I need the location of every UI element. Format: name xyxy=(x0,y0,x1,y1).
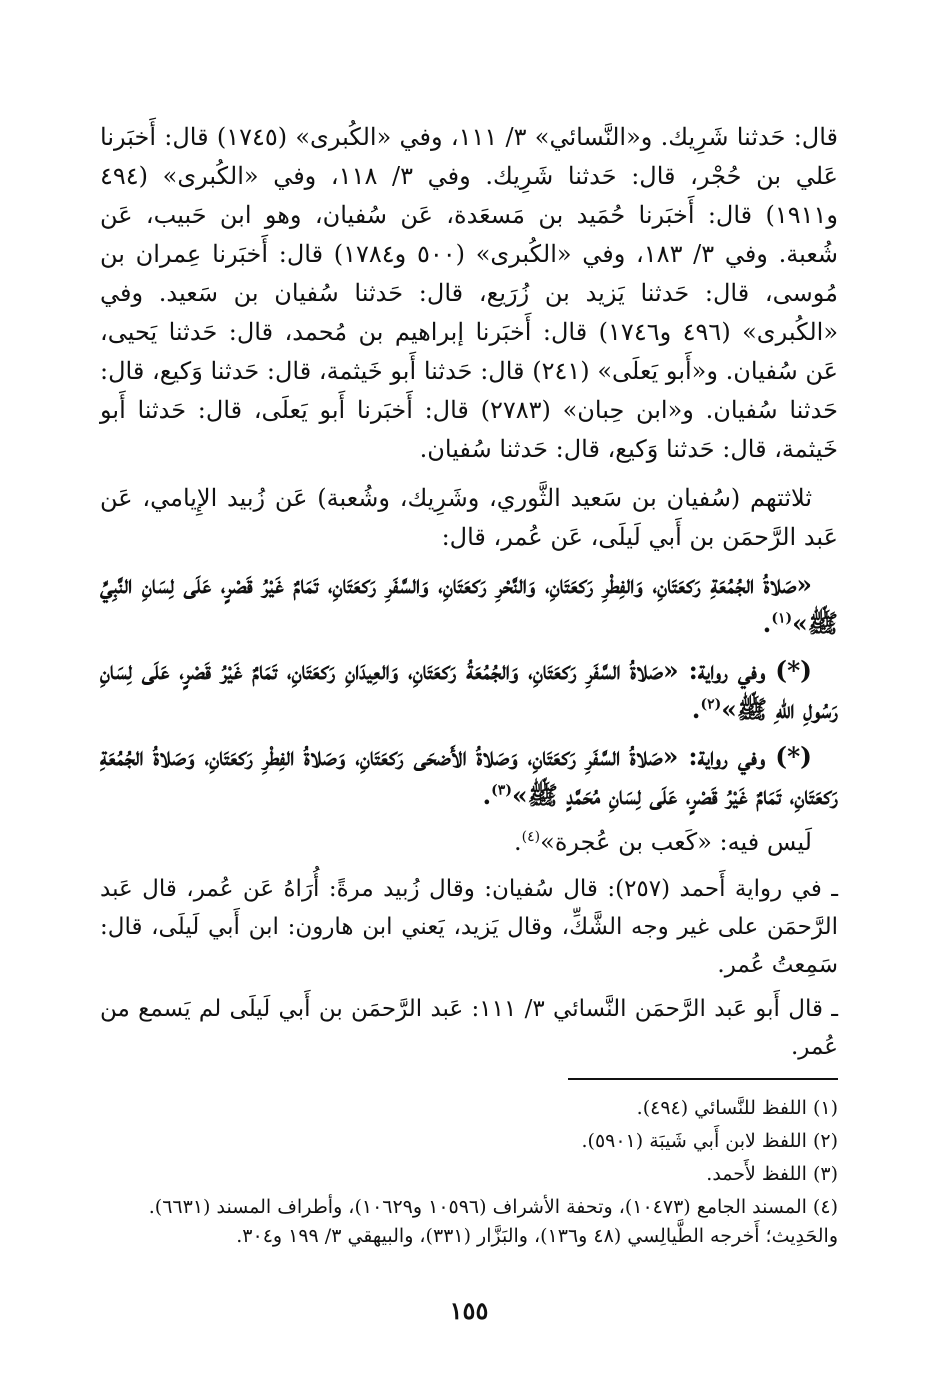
variant-narration-1 xyxy=(100,651,838,729)
note-not-included xyxy=(100,823,838,862)
variant-narration-2-end: . xyxy=(482,781,492,810)
variant-narration-2 xyxy=(100,737,838,815)
footnotes xyxy=(100,1094,838,1255)
note-not-included-end: . xyxy=(514,828,522,856)
footnote-separator xyxy=(568,1078,838,1080)
footnote-marker-2: (٢) xyxy=(700,696,722,713)
variant-narration-2-body: (*) وفي رواية: «صَلاةُ السَّفَرِ رَكعَتَانِ، وَصَلاةُ الأَضحَى رَكعَتَانِ، وَصَلاةُ الفِطْرِ رَكعَتَانِ، وَصَلاةُ الجُمُعَةِ رَكعَتَانِ، تَمَامٌ غَيْرُ قَصْرٍ، عَلَى لِسَانِ مُحَمَّدٍ ﷺ» xyxy=(100,742,838,810)
footnote-4: (٤) المسند الجامع (١٠٤٧٣)، وتحفة الأشراف (١٠٥٩٦ و١٠٦٢٩)، وأطراف المسند (٦٦٣١). والحَدِيث؛ أَخرجه الطَّيالِسي (٤٨ و١٣٦)، والبَزَّار (٣٣١)، والبيهقي ٣/ ١٩٩ و٣٠٤. xyxy=(148,1196,838,1247)
footnote-1: (١) اللفظ للنَّسائي (٤٩٤). xyxy=(636,1097,838,1119)
chain-summary-paragraph: ثلاثتهم (سُفيان بن سَعيد الثَّوري، وشَرِيك، وشُعبة) عَن زُبيد الإِيامي، عَن عَبد الرَّحمَن بن أَبي لَيلَى، عَن عُمر، قال: xyxy=(100,484,838,551)
footnote-2: (٢) اللفظ لابن أَبي شَيبَة (٥٩٠١). xyxy=(581,1130,838,1152)
nasai-comment: ـ قال أَبو عَبد الرَّحمَن النَّسائي ٣/ ١١١: عَبد الرَّحمَن بن أَبي لَيلَى لم يَسمع من عُمر. xyxy=(100,996,839,1060)
hadith-text xyxy=(100,565,838,643)
variant-narration-1-body: (*) وفي رواية: «صَلاةُ السَّفَرِ رَكعَتَانِ، وَالجُمُعَةُ رَكعَتَانِ، وَالعِيدَانِ رَكعَتَانِ، تَمَامٌ غَيْرُ قَصْرٍ، عَلَى لِسَانِ رَسُولِ اللهِ ﷺ» xyxy=(100,656,838,724)
ahmad-narration-note: ـ في رواية أَحمد (٢٥٧): قال سُفيان: وقال زُبيد مرةً: أُرَاهُ عَن عُمر، قال عَبد الرَّحمَن على غير وجه الشَّكِّ، وقال يَزيد، يَعني ابن هارون: ابن أَبي لَيلَى، قال: سَمِعتُ عُمر. xyxy=(100,876,839,978)
hadith-text-body: «صَلاةُ الجُمُعَةِ رَكعَتَانِ، وَالفِطْرِ رَكعَتَانِ، وَالنَّحْرِ رَكعَتَانِ، وَالسَّفَرِ رَكعَتَانِ، تَمَامٌ غَيْرُ قَصْرٍ، عَلَى لِسَانِ النَّبِيِّ ﷺ» xyxy=(100,570,838,638)
footnote-marker-4: (٤) xyxy=(521,829,541,845)
footnote-marker-3: (٣) xyxy=(491,782,512,799)
main-text xyxy=(100,118,838,1072)
isnad-paragraph: قال: حَدثنا شَرِيك. و«النَّسائي» ٣/ ١١١، وفي «الكُبرى» (١٧٤٥) قال: أَخبَرنا عَلي بن حُجْر، قال: حَدثنا شَرِيك. وفي ٣/ ١١٨، وفي «الكُبرى» (٤٩٤ و١٩١١) قال: أَخبَرنا حُمَيد بن مَسعَدة، عَن سُفيان، وهو ابن حَبيب، عَن شُعبة. وفي ٣/ ١٨٣، وفي «الكُبرى» (٥٠٠ و١٧٨٤) قال: أَخبَرنا عِمران بن مُوسى، قال: حَدثنا يَزيد بن زُرَيع، قال: حَدثنا سُفيان بن سَعيد. وفي «الكُبرى» (٤٩٦ و١٧٤٦) قال: أَخبَرنا إبراهيم بن مُحمد، قال: حَدثنا يَحيى، عَن سُفيان. و«أَبو يَعلَى» (٢٤١) قال: حَدثنا أَبو خَيثمة، قال: حَدثنا وَكيع، قال: حَدثنا سُفيان. و«ابن حِبان» (٢٧٨٣) قال: أَخبَرنا أَبو يَعلَى، قال: حَدثنا أَبو خَيثمة، قال: حَدثنا وَكيع، قال: حَدثنا سُفيان. xyxy=(100,123,839,463)
hadith-text-end: . xyxy=(762,609,772,638)
page-number: ١٥٥ xyxy=(449,1296,489,1325)
note-not-included-body: لَيس فيه: «كَعب بن عُجرة» xyxy=(540,828,812,856)
footnote-3: (٣) اللفظ لأَحمد. xyxy=(706,1163,838,1185)
variant-narration-1-end: . xyxy=(691,695,701,724)
footnote-marker-1: (١) xyxy=(771,610,793,627)
